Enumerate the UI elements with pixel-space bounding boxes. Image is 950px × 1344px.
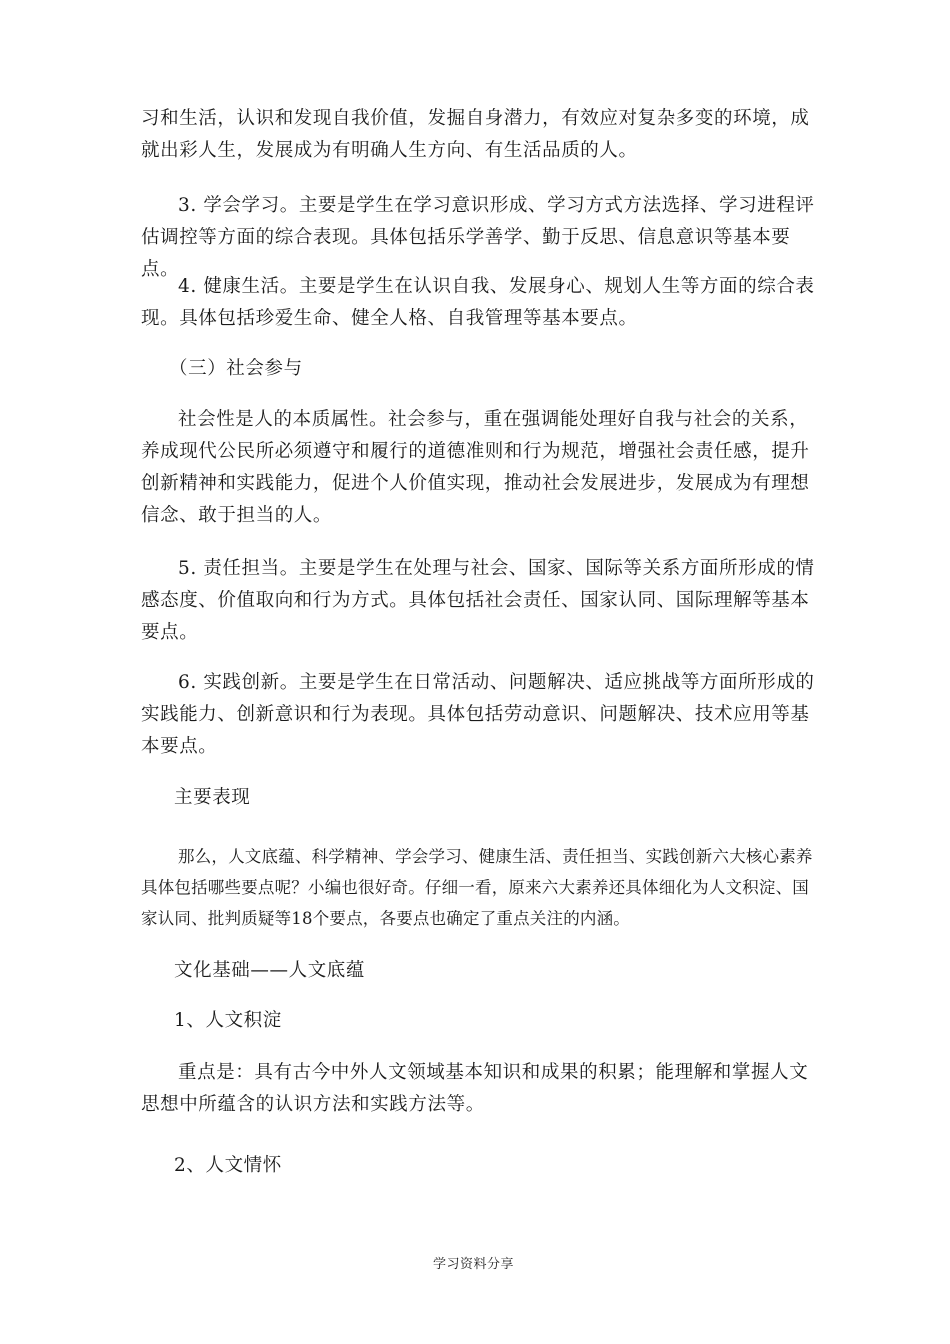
page-footer: 学习资料分享 bbox=[433, 1257, 515, 1272]
paragraph-social-body: 养成现代公民所必须遵守和履行的道德准则和行为规范，增强社会责任感，提升创新精神和实践能力，促进个人价值实现，推动社会发展进步，发展成为有理想信念、敢于担当的人。 bbox=[141, 441, 810, 526]
paragraph-continuation: 习和生活，认识和发现自我价值，发掘自身潜力，有效应对复杂多变的环境，成就出彩人生，发展成为有明确人生方向、有生活品质的人。 bbox=[141, 108, 810, 161]
paragraph-learning-to-learn: 3. 学会学习。主要是学生在学习意识形成、学习方式方法选择、学习进程评估调控等方面的综合表现。具体包括乐学善学、勤于反思、信息意识等基本要点。 bbox=[141, 195, 815, 280]
section-heading-social-participation: （三）社会参与 bbox=[169, 358, 303, 379]
paragraph-social-intro: 社会性是人的本质属性。社会参与，重在强调能处理好自我与社会的关系， bbox=[178, 409, 809, 430]
paragraph-healthy-living: 4. 健康生活。主要是学生在认识自我、发展身心、规划人生等方面的综合表现。具体包括珍爱生命、健全人格、自我管理等基本要点。 bbox=[141, 276, 815, 329]
paragraph-practice-innovation: 6. 实践创新。主要是学生在日常活动、问题解决、适应挑战等方面所形成的实践能力、创新意识和行为表现。具体包括劳动意识、问题解决、技术应用等基本要点。 bbox=[141, 672, 815, 757]
paragraph-key-points-intro: 那么，人文底蕴、科学精神、学会学习、健康生活、责任担当、实践创新六大核心素养具体包括哪些要点呢？小编也很好奇。仔细一看，原来六大素养还具体细化为人文积淀、国家认同、批判质疑等18个要点，各要点也确定了重点关注的内涵。 bbox=[141, 847, 813, 928]
paragraph-responsibility: 5. 责任担当。主要是学生在处理与社会、国家、国际等关系方面所形成的情感态度、价值取向和行为方式。具体包括社会责任、国家认同、国际理解等基本要点。 bbox=[141, 558, 815, 643]
paragraph-accumulation-focus: 重点是：具有古今中外人文领域基本知识和成果的积累；能理解和掌握人文思想中所蕴含的认识方法和实践方法等。 bbox=[141, 1062, 809, 1115]
heading-main-performance: 主要表现 bbox=[174, 787, 251, 808]
heading-humanities-accumulation: 1、人文积淀 bbox=[174, 1010, 282, 1031]
heading-cultural-foundation: 文化基础——人文底蕴 bbox=[174, 960, 366, 981]
heading-humanities-sentiment: 2、人文情怀 bbox=[174, 1155, 282, 1176]
